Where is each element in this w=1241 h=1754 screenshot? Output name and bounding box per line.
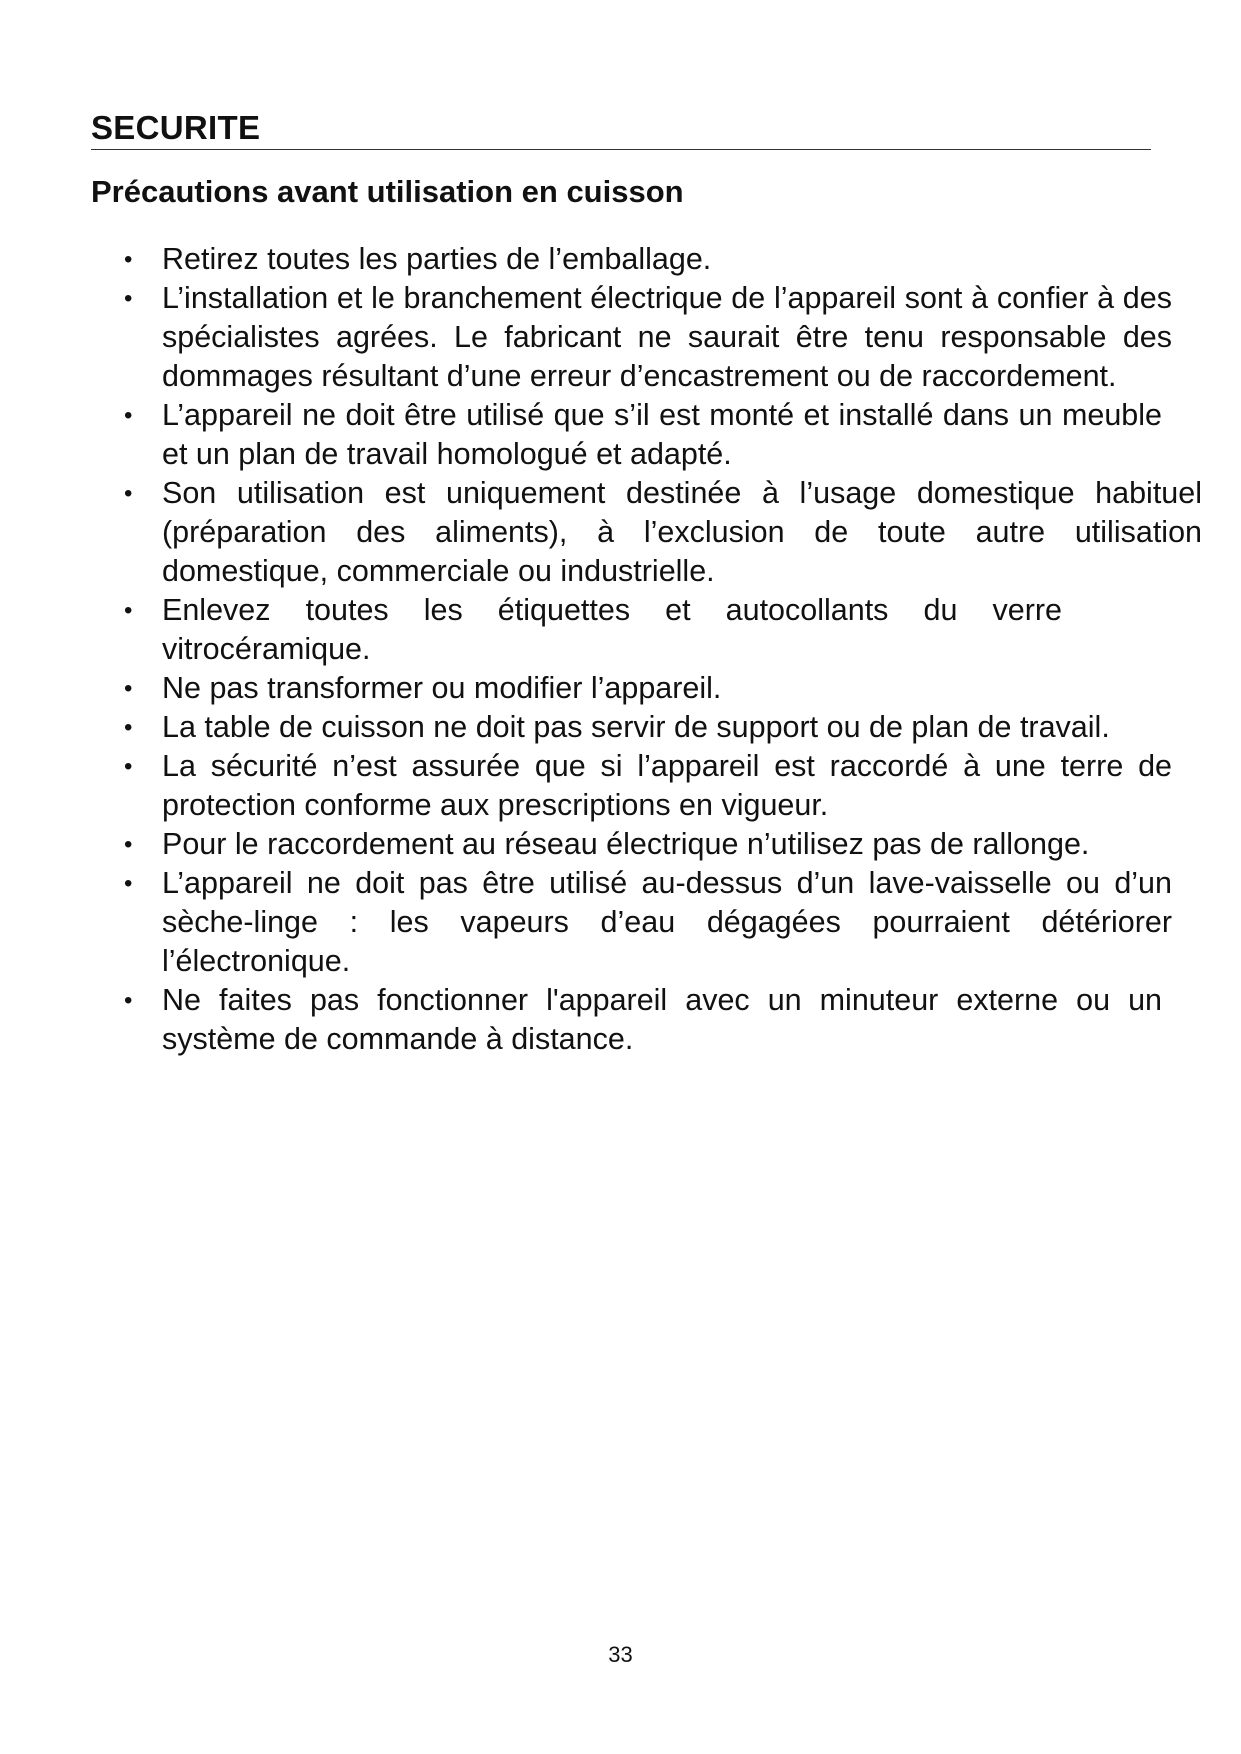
subsection-title: Précautions avant utilisation en cuisson bbox=[91, 174, 684, 209]
list-item-text: L’appareil ne doit pas être utilisé au-dessus d’un lave-vaisselle ou d’un sèche-linge : les vapeurs d’eau dégagées pourraient détériorer l’électronique. bbox=[162, 866, 1172, 978]
list-item-text: Ne faites pas fonctionner l'appareil avec un minuteur externe ou un système de commande à distance. bbox=[162, 983, 1162, 1056]
list-item-text: Enlevez toutes les étiquettes et autocollants du verre vitrocéramique. bbox=[162, 593, 1062, 666]
bullet-icon: • bbox=[124, 987, 133, 1014]
bullet-icon: • bbox=[124, 753, 133, 780]
list-item-text: La sécurité n’est assurée que si l’appareil est raccordé à une terre de protection conforme aux prescriptions en vigueur. bbox=[162, 749, 1172, 822]
bullet-icon: • bbox=[124, 675, 133, 702]
list-item-text: L’installation et le branchement électrique de l’appareil sont à confier à des spécialistes agrées. Le fabricant ne saurait être tenu responsable des dommages résultant d’une erreur d’encastrement ou de raccordement. bbox=[162, 281, 1172, 393]
list-item bbox=[120, 240, 882, 279]
list-item-text: Ne pas transformer ou modifier l’appareil. bbox=[162, 671, 722, 705]
bullet-icon: • bbox=[124, 285, 133, 312]
page-number: 33 bbox=[608, 1642, 633, 1667]
list-item bbox=[120, 708, 1152, 747]
list-item bbox=[120, 864, 1172, 981]
list-item bbox=[120, 669, 1162, 708]
bullet-icon: • bbox=[124, 402, 133, 429]
list-item bbox=[120, 396, 1162, 474]
bullet-icon: • bbox=[124, 714, 133, 741]
list-item-text: L’appareil ne doit être utilisé que s’il est monté et installé dans un meuble et un plan de travail homologué et adapté. bbox=[162, 398, 1162, 471]
list-item bbox=[120, 279, 1172, 396]
precautions-list bbox=[120, 240, 1202, 1059]
bullet-icon: • bbox=[124, 246, 133, 273]
bullet-icon: • bbox=[124, 480, 133, 507]
list-item-text: Retirez toutes les parties de l’emballage. bbox=[162, 242, 712, 276]
list-item bbox=[120, 591, 1062, 669]
list-item bbox=[120, 981, 1162, 1059]
title-underline bbox=[91, 149, 1151, 150]
section-title: SECURITE bbox=[91, 109, 261, 146]
list-item bbox=[120, 747, 1172, 825]
list-item-text: La table de cuisson ne doit pas servir de support ou de plan de travail. bbox=[162, 710, 1110, 744]
list-item-text: Pour le raccordement au réseau électrique n’utilisez pas de rallonge. bbox=[162, 827, 1090, 861]
list-item bbox=[120, 825, 1152, 864]
bullet-icon: • bbox=[124, 597, 133, 624]
bullet-icon: • bbox=[124, 870, 133, 897]
list-item-text: Son utilisation est uniquement destinée à l’usage domestique habituel (préparation des aliments), à l’exclusion de toute autre utilisation domestique, commerciale ou industrielle. bbox=[162, 476, 1202, 588]
list-item bbox=[120, 474, 1202, 591]
bullet-icon: • bbox=[124, 831, 133, 858]
